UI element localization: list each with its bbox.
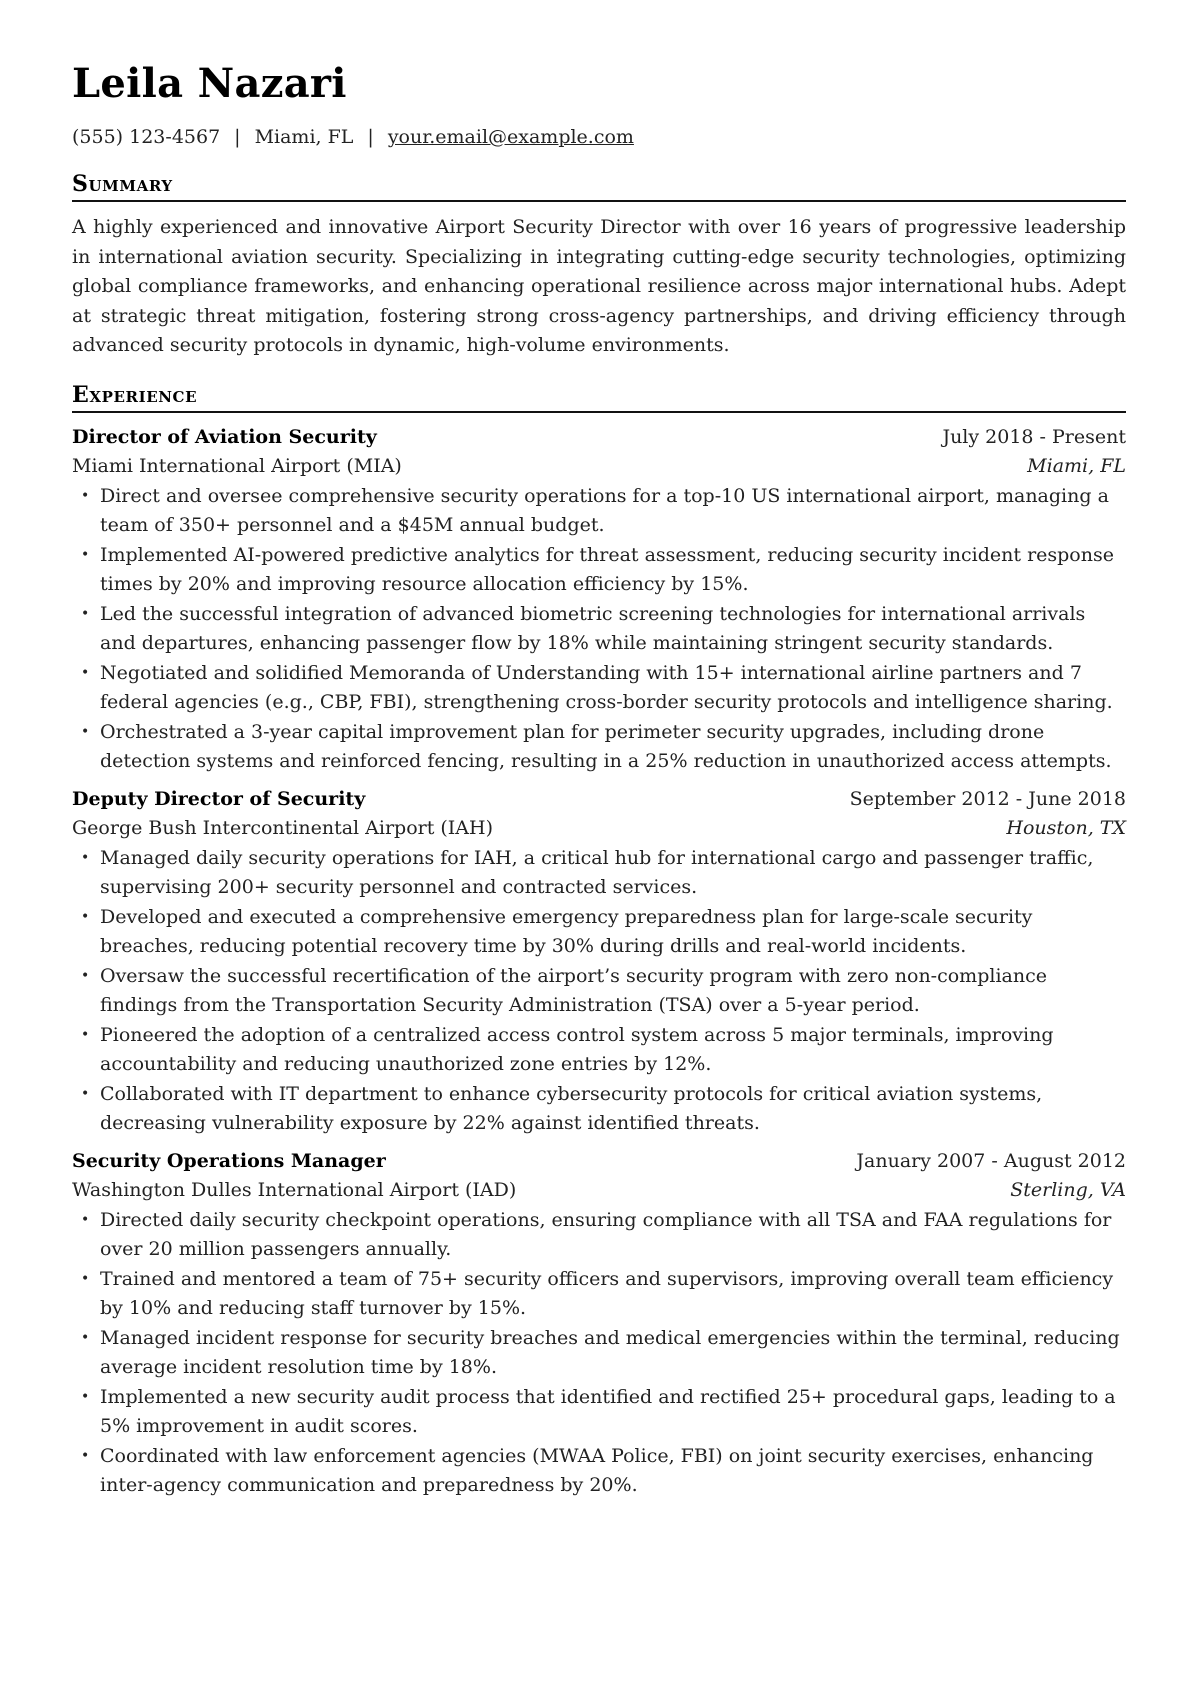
job-bullet [72, 1080, 1126, 1139]
bullet-icon: • [81, 1085, 90, 1102]
job-bullet [72, 962, 1126, 1021]
job-organization: George Bush Intercontinental Airport (IAH) [72, 816, 494, 839]
job-bullet-text: Directed daily security checkpoint operations, ensuring compliance with all TSA and FAA regulations for over 20 million passengers annually. [100, 1208, 1112, 1260]
bullet-icon: • [81, 1270, 90, 1287]
job-title: Security Operations Manager [72, 1149, 386, 1172]
job-org-row [72, 1176, 1126, 1205]
job-location: Houston, TX [1006, 816, 1126, 839]
contact-line [72, 124, 1126, 150]
bullet-icon: • [81, 1388, 90, 1405]
job-title: Deputy Director of Security [72, 787, 366, 810]
job-location: Miami, FL [1027, 454, 1126, 477]
job-bullet [72, 844, 1126, 903]
job-dates: January 2007 - August 2012 [856, 1149, 1126, 1172]
job-header-row [72, 1147, 1126, 1176]
bullet-icon: • [81, 1329, 90, 1346]
job-header-row [72, 423, 1126, 452]
job-bullet-text: Collaborated with IT department to enhance cybersecurity protocols for critical aviation systems, decreasing vulnerability exposure by 22% against identified threats. [100, 1082, 1043, 1134]
contact-email-link[interactable]: your.email@example.com [387, 126, 634, 148]
experience-heading: Experience [72, 381, 1126, 413]
job-bullet [72, 659, 1126, 718]
bullet-icon: • [81, 605, 90, 622]
job-header-row [72, 785, 1126, 814]
job-bullet-text: Oversaw the successful recertification of the airport’s security program with zero non-compliance findings from the Transportation Security Administration (TSA) over a 5-year period. [100, 964, 1047, 1016]
contact-separator: | [367, 126, 374, 148]
bullet-icon: • [81, 1211, 90, 1228]
job-bullet-text: Orchestrated a 3-year capital improvement plan for perimeter security upgrades, including drone detection systems and reinforced fencing, resulting in a 25% reduction in unauthorized access attempts. [100, 720, 1112, 772]
job-bullet-text: Trained and mentored a team of 75+ security officers and supervisors, improving overall team efficiency by 10% and reducing staff turnover by 15%. [100, 1267, 1114, 1319]
summary-text: A highly experienced and innovative Airport Security Director with over 16 years of progressive leadership in international aviation security. Specializing in integrating cutting-edge security technologies, optimizing global compliance frameworks, and enhancing operational resilience across major international hubs. Adept at strategic threat mitigation, fostering strong cross-agency partnerships, and driving efficiency through advanced security protocols in dynamic, high-volume environments. [72, 216, 1126, 356]
bullet-icon: • [81, 664, 90, 681]
job-dates: September 2012 - June 2018 [849, 787, 1126, 810]
job-bullet-text: Direct and oversee comprehensive security operations for a top-10 US international airport, managing a team of 350+ personnel and a $45M annual budget. [100, 484, 1109, 536]
contact-location: Miami, FL [254, 126, 354, 148]
bullet-icon: • [81, 1447, 90, 1464]
bullet-icon: • [81, 849, 90, 866]
job-bullet [72, 1383, 1126, 1442]
job-bullet-text: Led the successful integration of advanced biometric screening technologies for international arrivals and departures, enhancing passenger flow by 18% while maintaining stringent security standards. [100, 602, 1086, 654]
job-bullet [72, 903, 1126, 962]
job-bullet [72, 1324, 1126, 1383]
job-bullet-text: Developed and executed a comprehensive emergency preparedness plan for large-scale security breaches, reducing potential recovery time by 30% during drills and real-world incidents. [100, 905, 1033, 957]
job-dates: July 2018 - Present [942, 425, 1126, 448]
job-bullet-list [72, 844, 1126, 1139]
job-bullet [72, 1206, 1126, 1265]
candidate-name: Leila Nazari [72, 60, 347, 107]
job-location: Sterling, VA [1010, 1178, 1126, 1201]
job-bullet [72, 1265, 1126, 1324]
job-organization: Washington Dulles International Airport (IAD) [72, 1178, 517, 1201]
job-bullet-text: Pioneered the adoption of a centralized access control system across 5 major terminals, improving accountability and reducing unauthorized zone entries by 12%. [100, 1023, 1054, 1075]
job-bullet [72, 541, 1126, 600]
job-bullet-text: Managed incident response for security breaches and medical emergencies within the terminal, reducing average incident resolution time by 18%. [100, 1326, 1120, 1378]
summary-heading: Summary [72, 170, 1126, 202]
bullet-icon: • [81, 546, 90, 563]
job-bullet [72, 1442, 1126, 1501]
job-entry [72, 1147, 1126, 1501]
bullet-icon: • [81, 1026, 90, 1043]
job-bullet-list [72, 482, 1126, 777]
job-bullet [72, 1021, 1126, 1080]
job-org-row [72, 452, 1126, 481]
contact-separator: | [234, 126, 241, 148]
contact-phone: (555) 123-4567 [72, 126, 221, 148]
job-organization: Miami International Airport (MIA) [72, 454, 402, 477]
job-entry [72, 785, 1126, 1139]
job-bullet-text: Managed daily security operations for IAH, a critical hub for international cargo and passenger traffic, supervising 200+ security personnel and contracted services. [100, 846, 1094, 898]
job-bullet-text: Implemented a new security audit process that identified and rectified 25+ procedural gaps, leading to a 5% improvement in audit scores. [100, 1385, 1116, 1437]
job-entry [72, 423, 1126, 777]
job-bullet-text: Negotiated and solidified Memoranda of Understanding with 15+ international airline partners and 7 federal agencies (e.g., CBP, FBI), strengthening cross-border security protocols and intelligence sharing. [100, 661, 1113, 713]
job-bullet [72, 718, 1126, 777]
job-bullet-text: Implemented AI-powered predictive analytics for threat assessment, reducing security incident response times by 20% and improving resource allocation efficiency by 15%. [100, 543, 1114, 595]
job-bullet [72, 482, 1126, 541]
job-org-row [72, 814, 1126, 843]
job-bullet [72, 600, 1126, 659]
job-bullet-list [72, 1206, 1126, 1501]
bullet-icon: • [81, 908, 90, 925]
bullet-icon: • [81, 723, 90, 740]
bullet-icon: • [81, 487, 90, 504]
job-bullet-text: Coordinated with law enforcement agencies (MWAA Police, FBI) on joint security exercises, enhancing inter-agency communication and preparedness by 20%. [100, 1444, 1094, 1496]
bullet-icon: • [81, 967, 90, 984]
job-title: Director of Aviation Security [72, 425, 377, 448]
